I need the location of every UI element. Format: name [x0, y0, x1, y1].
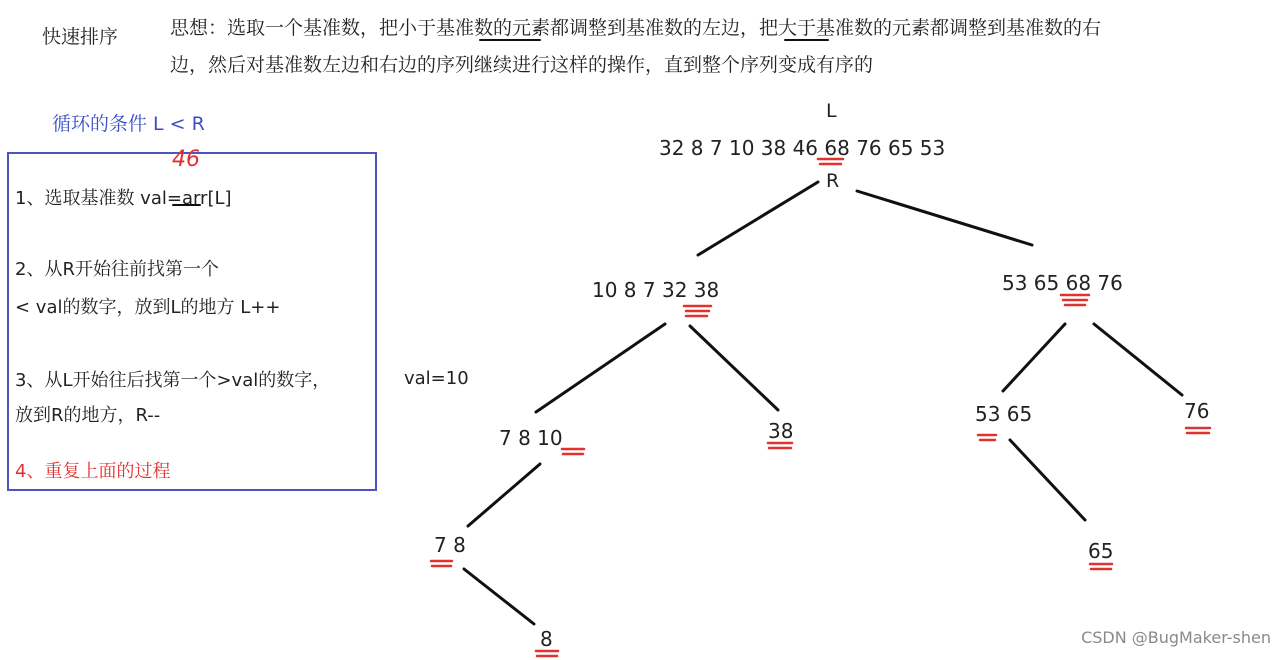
step-4: 4、重复上面的过程 [15, 461, 171, 482]
edge-l2-right-left [1010, 440, 1085, 520]
val-note: val=10 [404, 368, 469, 389]
page-title: 快速排序 [42, 26, 119, 48]
underline-l1-left-pivot [684, 306, 711, 316]
edge-l2-left-left [468, 464, 540, 526]
loop-condition: 循环的条件 L < R [52, 113, 205, 135]
tree-level2-left-left: 7 8 10 [499, 426, 563, 450]
underline-76 [1186, 428, 1210, 433]
underline-53 [978, 435, 996, 440]
tree-level2-left-right: 38 [768, 419, 794, 443]
edge-l1-right-right [1094, 324, 1182, 395]
tree-level2-right-left: 53 65 [975, 402, 1033, 426]
L-marker: L [826, 100, 837, 122]
step-1: 1、选取基准数 val=arr[L] [15, 188, 232, 209]
edge-l3-left [464, 569, 534, 624]
tree-level2-right-right: 76 [1184, 399, 1210, 423]
description-line-2: 边，然后对基准数左边和右边的序列继续进行这样的操作，直到整个序列变成有序的 [170, 54, 874, 76]
tree-level3-left: 7 8 [434, 533, 466, 557]
edge-root-left [698, 182, 818, 255]
edge-root-right [857, 191, 1032, 245]
description-line-1: 思想：选取一个基准数，把小于基准数的元素都调整到基准数的左边，把大于基准数的元素都调整到基准数的右 [170, 17, 1102, 39]
underline-65 [1090, 564, 1112, 569]
tree-level1-left: 10 8 7 32 38 [592, 278, 720, 302]
tree-level1-right: 53 65 68 76 [1002, 271, 1123, 295]
edge-l1-left-right [690, 326, 778, 410]
tree-root-sequence: 32 8 7 10 38 46 68 76 65 53 [659, 136, 946, 160]
edge-l1-right-left [1003, 324, 1065, 391]
step-2-line-1: 2、从R开始往前找第一个 [15, 259, 219, 280]
underline-38 [768, 443, 792, 448]
tree-level4-left: 8 [540, 627, 553, 651]
step-3-line-1: 3、从L开始往后找第一个>val的数字， [15, 370, 331, 391]
underline-10 [562, 449, 584, 454]
edge-l1-left-left [536, 324, 665, 412]
tree-level3-right: 65 [1088, 539, 1114, 563]
R-marker: R [826, 170, 840, 192]
handwritten-pivot-annotation: 46 [172, 147, 200, 172]
underline-l1-right-pivot [1061, 295, 1089, 305]
watermark: CSDN @BugMaker-shen [1081, 628, 1271, 647]
underline-8 [536, 651, 558, 656]
underline-7 [431, 561, 452, 566]
step-2-line-2: < val的数字，放到L的地方 L++ [15, 297, 281, 318]
step-3-line-2: 放到R的地方，R-- [15, 405, 161, 426]
